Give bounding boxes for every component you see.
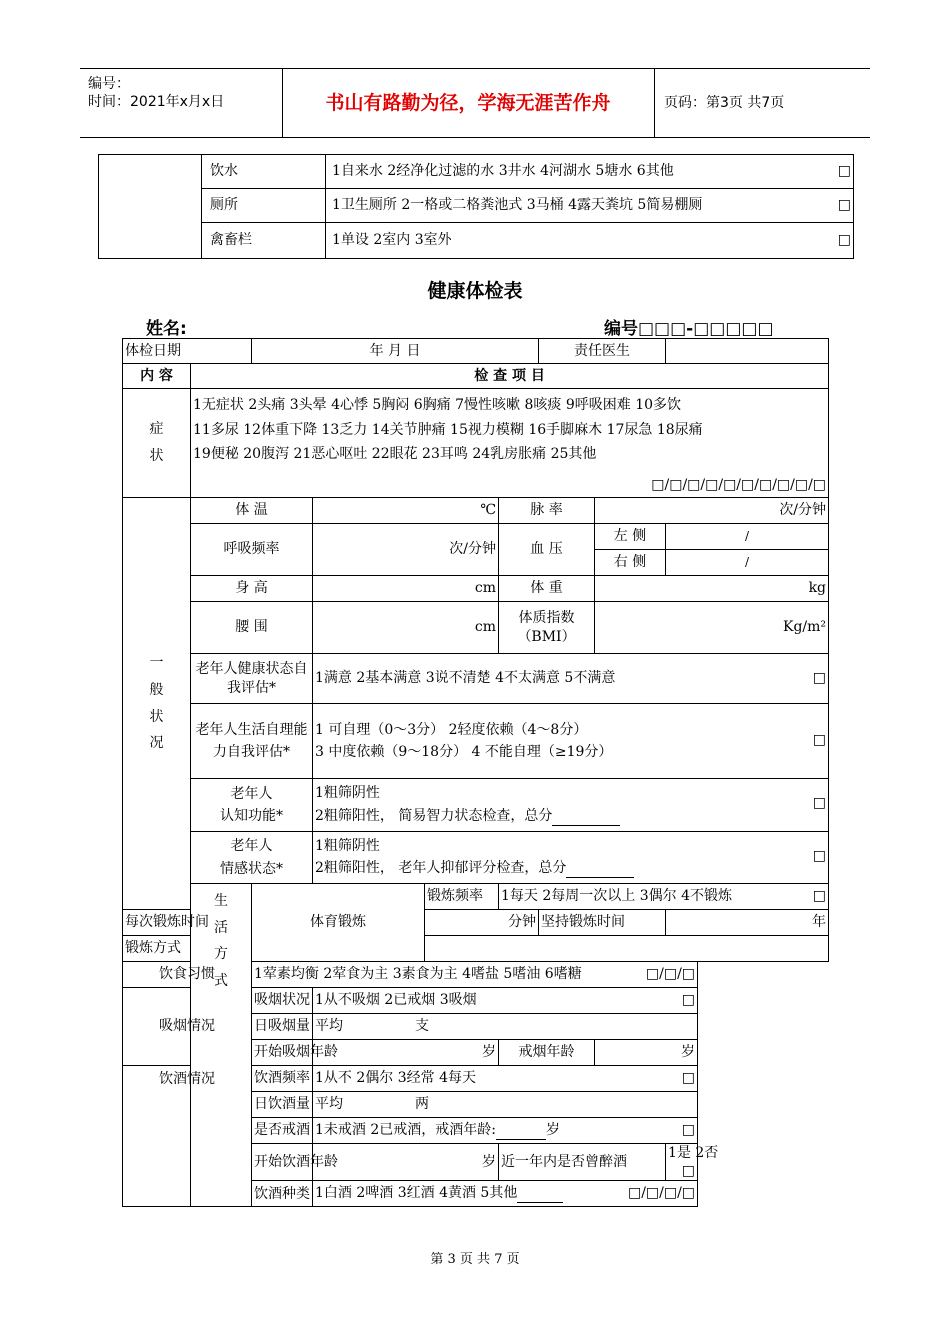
ex-freq-checkbox[interactable]: □ <box>812 888 827 905</box>
header-number: 编号： <box>88 76 130 92</box>
exercise-label: 体育锻炼 <box>252 884 425 962</box>
waist-field[interactable]: cm <box>313 602 499 654</box>
health-exam-table <box>122 338 829 1207</box>
diet-options: 1荤素均衡 2荤食为主 3素食为主 4嗜盐 5嗜油 6嗜糖 □/□/□ <box>252 962 698 988</box>
exam-date-label: 体检日期 <box>123 339 252 364</box>
height-label: 身 高 <box>191 576 313 602</box>
ex-mode-label: 锻炼方式 <box>123 936 191 962</box>
livestock-options: 1单设 2室内 3室外 □ <box>326 223 854 259</box>
drink-quit-label: 是否戒酒 <box>252 1118 313 1144</box>
diet-checkboxes[interactable]: □/□/□ <box>645 966 696 983</box>
general-status-label: 一般状况 <box>123 498 191 910</box>
drink-daily-field[interactable]: 平均 两 <box>313 1092 698 1118</box>
bmi-field[interactable]: Kg/m² <box>595 602 829 654</box>
smoke-status-label: 吸烟状况 <box>252 988 313 1014</box>
elder-health-checkbox[interactable]: □ <box>812 670 827 687</box>
ex-freq-options: 1每天 2每周一次以上 3偶尔 4不锻炼 □ <box>499 884 829 910</box>
page-header <box>80 68 870 138</box>
bp-right-label: 右 侧 <box>595 550 666 576</box>
temp-field[interactable]: ℃ <box>313 498 499 524</box>
toilet-label: 厕所 <box>202 189 326 223</box>
drink-type-other-field[interactable] <box>517 1184 563 1203</box>
resp-label: 呼吸频率 <box>191 524 313 576</box>
elder-cog-options: □ 1粗筛阴性 2粗筛阳性， 简易智力状态检查，总分 <box>313 779 829 832</box>
resp-field[interactable]: 次/分钟 <box>313 524 499 576</box>
elder-cog-score-field[interactable] <box>552 807 620 826</box>
height-field[interactable]: cm <box>313 576 499 602</box>
ex-persist-label: 坚持锻炼时间 <box>539 910 666 936</box>
bp-left-label: 左 侧 <box>595 524 666 550</box>
ex-time-label: 每次锻炼时间 <box>123 910 191 936</box>
elder-cog-label: 老年人 认知功能* <box>191 779 313 832</box>
page-footer: 第 3 页 共 7 页 <box>430 1252 520 1267</box>
elder-emo-options: □ 1粗筛阴性 2粗筛阳性， 老年人抑郁评分检查，总分 <box>313 832 829 884</box>
form-number-label: 编号□□□-□□□□□ <box>604 319 774 339</box>
ex-mode-field[interactable] <box>425 936 829 962</box>
waist-label: 腰 围 <box>191 602 313 654</box>
water-label: 饮水 <box>202 155 326 189</box>
pulse-label: 脉 率 <box>499 498 595 524</box>
drunk-label: 近一年内是否曾醉酒 <box>499 1144 666 1181</box>
symptom-label: 症状 <box>123 389 191 498</box>
elder-life-checkbox[interactable]: □ <box>812 731 827 748</box>
drink-quit-checkbox[interactable]: □ <box>681 1121 696 1138</box>
temp-label: 体 温 <box>191 498 313 524</box>
lifestyle-label: 生活方式 <box>191 884 252 1207</box>
symptom-line-2: 11多尿 12体重下降 13乏力 14关节肿痛 15视力模糊 16手脚麻木 17尿急 18尿痛 <box>193 421 703 438</box>
content-header: 内 容 <box>123 364 191 389</box>
drink-type-options: 1白酒 2啤酒 3红酒 4黄酒 5其他 □/□/□/□ <box>313 1181 698 1207</box>
pulse-field[interactable]: 次/分钟 <box>595 498 829 524</box>
symptom-options <box>191 389 829 498</box>
symptom-line-1: 1无症状 2头痛 3头晕 4心悸 5胸闷 6胸痛 7慢性咳嗽 8咳痰 9呼吸困难 10多饮 <box>193 397 682 413</box>
drink-type-label: 饮酒种类 <box>252 1181 313 1207</box>
smoke-status-checkbox[interactable]: □ <box>681 992 696 1009</box>
livestock-label: 禽畜栏 <box>202 223 326 259</box>
drunk-options: 1是 2否 □ <box>666 1144 698 1181</box>
bp-left-field[interactable]: / <box>666 524 829 550</box>
drink-start-field[interactable]: 岁 <box>313 1144 499 1181</box>
elder-cog-checkbox[interactable]: □ <box>812 795 827 812</box>
water-checkbox[interactable]: □ <box>837 163 851 180</box>
ex-time-field[interactable]: 分钟 <box>425 910 539 936</box>
drink-freq-checkbox[interactable]: □ <box>681 1070 696 1087</box>
bp-label: 血 压 <box>499 524 595 576</box>
exam-date-field[interactable]: 年 月 日 <box>252 339 539 364</box>
symptom-checkboxes[interactable]: □/□/□/□/□/□/□/□/□/□ <box>651 476 827 493</box>
smoke-daily-label: 日吸烟量 <box>252 1014 313 1040</box>
symptom-line-3: 19便秘 20腹泻 21恶心呕吐 22眼花 23耳鸣 24乳房胀痛 25其他 <box>193 446 597 462</box>
smoke-label: 吸烟情况 <box>123 988 252 1066</box>
items-header: 检 查 项 目 <box>191 364 829 389</box>
drink-daily-label: 日饮酒量 <box>252 1092 313 1118</box>
drink-quit-age-field[interactable] <box>496 1121 546 1140</box>
doctor-label: 责任医生 <box>539 339 666 364</box>
living-conditions-table <box>98 154 854 259</box>
diet-label: 饮食习惯 <box>123 962 252 988</box>
smoke-status-options: 1从不吸烟 2已戒烟 3吸烟 □ <box>313 988 698 1014</box>
ex-freq-label: 锻炼频率 <box>425 884 499 910</box>
header-meta <box>80 69 283 137</box>
weight-label: 体 重 <box>499 576 595 602</box>
toilet-options: 1卫生厕所 2一格或二格粪池式 3马桶 4露天粪坑 5简易棚厕 □ <box>326 189 854 223</box>
elder-emo-score-field[interactable] <box>566 859 634 878</box>
smoke-daily-field[interactable]: 平均 支 <box>313 1014 698 1040</box>
drink-label: 饮酒情况 <box>123 1066 252 1207</box>
bp-right-field[interactable]: / <box>666 550 829 576</box>
drink-quit-options: 1未戒酒 2已戒酒，戒酒年龄: 岁 □ <box>313 1118 698 1144</box>
form-title: 健康体检表 <box>427 280 523 302</box>
toilet-checkbox[interactable]: □ <box>837 197 851 214</box>
header-motto: 书山有路勤为径，学海无涯苦作舟 <box>282 69 655 137</box>
doctor-field[interactable] <box>666 339 829 364</box>
header-time: 时间：2021年x月x日 <box>88 94 225 110</box>
elder-emo-checkbox[interactable]: □ <box>812 847 827 864</box>
smoke-quit-field[interactable]: 岁 <box>595 1040 698 1066</box>
drink-freq-options: 1从不 2偶尔 3经常 4每天 □ <box>313 1066 698 1092</box>
name-label: 姓名: <box>146 319 187 339</box>
elder-life-label: 老年人生活自理能力自我评估* <box>191 704 313 779</box>
livestock-checkbox[interactable]: □ <box>837 232 851 249</box>
elder-life-options: □ 1 可自理（0～3分） 2轻度依赖（4～8分） 3 中度依赖（9～18分） 4 不能自理（≥19分） <box>313 704 829 779</box>
drink-freq-label: 饮酒频率 <box>252 1066 313 1092</box>
drink-type-checkboxes[interactable]: □/□/□/□ <box>627 1185 696 1202</box>
weight-field[interactable]: kg <box>595 576 829 602</box>
elder-emo-label: 老年人 情感状态* <box>191 832 313 884</box>
smoke-start-label: 开始吸烟年龄 <box>252 1040 313 1066</box>
smoke-start-field[interactable]: 岁 <box>313 1040 499 1066</box>
living-blank-cell <box>99 155 202 259</box>
bmi-label: 体质指数 （BMI） <box>499 602 595 654</box>
ex-persist-field[interactable]: 年 <box>666 910 829 936</box>
drunk-checkbox[interactable]: □ <box>681 1163 696 1180</box>
smoke-quit-label: 戒烟年龄 <box>499 1040 595 1066</box>
elder-health-options: 1满意 2基本满意 3说不清楚 4不太满意 5不满意 □ <box>313 654 829 704</box>
drink-start-label: 开始饮酒年龄 <box>252 1144 313 1181</box>
elder-health-label: 老年人健康状态自我评估* <box>191 654 313 704</box>
header-page: 页码：第3页 共7页 <box>664 95 785 111</box>
water-options: 1自来水 2经净化过滤的水 3井水 4河湖水 5塘水 6其他 □ <box>326 155 854 189</box>
